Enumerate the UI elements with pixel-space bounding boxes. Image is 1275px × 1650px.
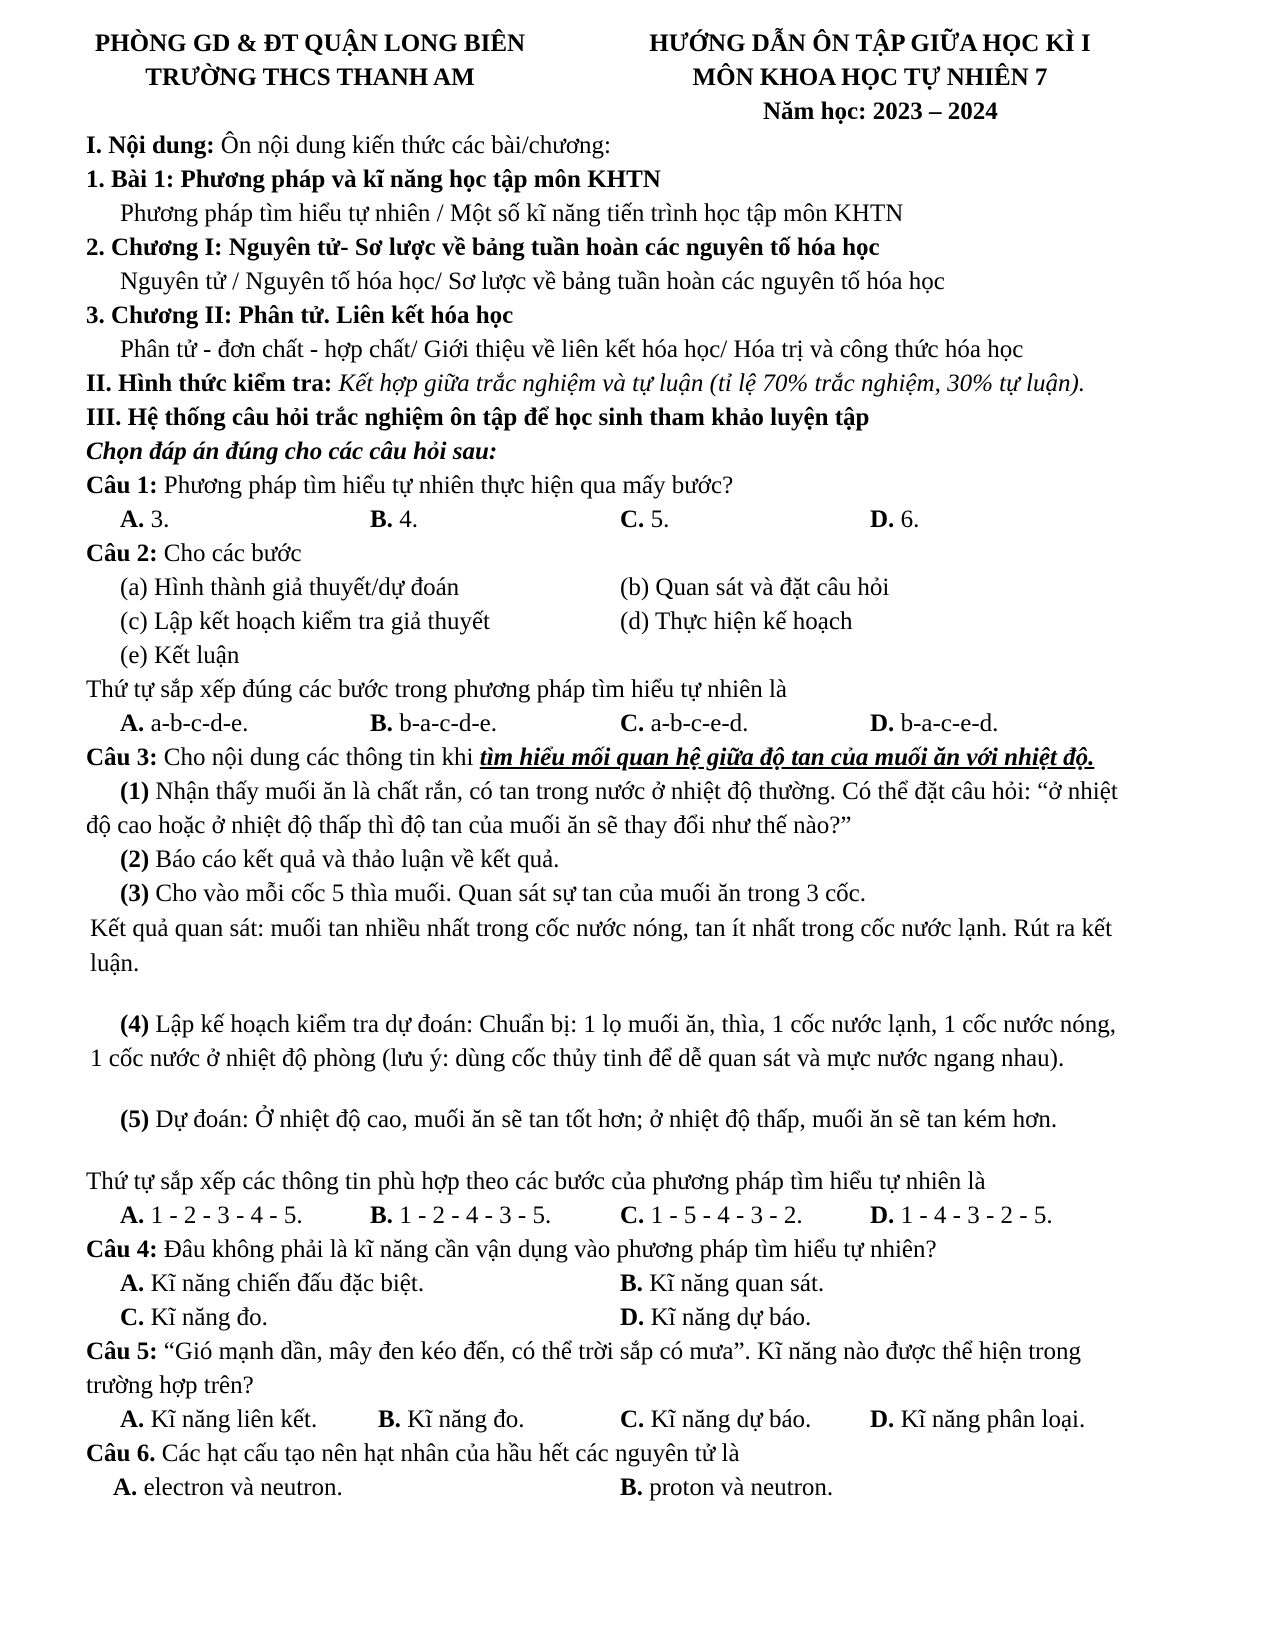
option-letter: B. xyxy=(370,506,393,533)
q3-info-2 xyxy=(120,845,559,875)
info-text: Cho vào mỗi cốc 5 thìa muối. Quan sát sự tan của muối ăn trong 3 cốc. xyxy=(149,880,867,907)
q5-option-a xyxy=(120,1405,317,1435)
q2-option-c xyxy=(620,709,748,739)
info-text: Dự đoán: Ở nhiệt độ cao, muối ăn sẽ tan tốt hơn; ở nhiệt độ thấp, muối ăn sẽ tan kém hơn. xyxy=(149,1106,1058,1133)
option-text: 6. xyxy=(894,506,920,533)
question-4-text: Đâu không phải là kĩ năng cần vận dụng vào phương pháp tìm hiểu tự nhiên? xyxy=(157,1236,937,1263)
section2-text: Kết hợp giữa trắc nghiệm và tự luận (tỉ lệ 70% trắc nghiệm, 30% tự luận). xyxy=(332,370,1086,397)
q2-option-d xyxy=(870,709,998,739)
section1-item3-title: 3. Chương II: Phân tử. Liên kết hóa học xyxy=(86,302,514,329)
option-text: Kĩ năng dự báo. xyxy=(644,1406,812,1433)
section1-item2-title: 2. Chương I: Nguyên tử- Sơ lược về bảng tuần hoàn các nguyên tố hóa học xyxy=(86,234,880,261)
option-letter: C. xyxy=(620,1202,645,1229)
option-text: a-b-c-d-e. xyxy=(144,710,249,737)
q1-option-c xyxy=(620,505,669,535)
q3-option-a xyxy=(120,1201,303,1231)
q3-prompt: Thứ tự sắp xếp các thông tin phù hợp theo các bước của phương pháp tìm hiểu tự nhiên là xyxy=(86,1168,986,1195)
section2-heading: II. Hình thức kiểm tra: xyxy=(86,370,333,397)
q3-info-1-line2: độ cao hoặc ở nhiệt độ thấp thì độ tan của muối ăn sẽ thay đổi như thế nào?” xyxy=(86,812,852,839)
question-1 xyxy=(86,471,733,501)
info-label: (5) xyxy=(120,1106,150,1133)
section1-heading: I. Nội dung: xyxy=(86,132,215,159)
option-text: 1 - 4 - 3 - 2 - 5. xyxy=(894,1202,1053,1229)
q1-option-d xyxy=(870,505,919,535)
option-letter: D. xyxy=(870,710,895,737)
question-3-label: Câu 3: xyxy=(86,744,158,771)
question-6-text: Các hạt cấu tạo nên hạt nhân của hầu hết các nguyên tử là xyxy=(155,1440,740,1467)
info-label: (1) xyxy=(120,778,150,805)
q3-option-d xyxy=(870,1201,1053,1231)
option-letter: B. xyxy=(378,1406,401,1433)
question-4-label: Câu 4: xyxy=(86,1236,158,1263)
option-letter: D. xyxy=(620,1304,645,1331)
q3-info-5 xyxy=(120,1105,1057,1135)
option-text: Kĩ năng phân loại. xyxy=(894,1406,1086,1433)
option-text: Kĩ năng đo. xyxy=(400,1406,525,1433)
question-6 xyxy=(86,1439,740,1469)
option-letter: D. xyxy=(870,506,895,533)
info-text: Lập kế hoạch kiểm tra dự đoán: Chuẩn bị: 1 lọ muối ăn, thìa, 1 cốc nước lạnh, 1 cốc nước nóng, xyxy=(149,1011,1117,1038)
question-5-line1 xyxy=(86,1337,1081,1367)
info-label: (3) xyxy=(120,880,150,907)
q4-option-a xyxy=(120,1269,424,1299)
option-text: 4. xyxy=(392,506,418,533)
option-letter: C. xyxy=(620,710,645,737)
section3-instruction: Chọn đáp án đúng cho các câu hỏi sau: xyxy=(86,438,498,465)
question-2 xyxy=(86,539,302,569)
section1-item1-title: 1. Bài 1: Phương pháp và kĩ năng học tập môn KHTN xyxy=(86,166,661,193)
q2-option-a xyxy=(120,709,248,739)
q5-option-d xyxy=(870,1405,1085,1435)
q2-step-a: (a) Hình thành giả thuyết/dự đoán xyxy=(120,574,460,601)
option-letter: C. xyxy=(620,506,645,533)
option-text: Kĩ năng quan sát. xyxy=(642,1270,825,1297)
question-2-label: Câu 2: xyxy=(86,540,158,567)
q2-step-e: (e) Kết luận xyxy=(120,642,240,669)
header-school: TRƯỜNG THCS THANH AM xyxy=(145,64,475,91)
header-subject: MÔN KHOA HỌC TỰ NHIÊN 7 xyxy=(692,64,1048,91)
section3-heading: III. Hệ thống câu hỏi trắc nghiệm ôn tập để học sinh tham khảo luyện tập xyxy=(86,404,870,431)
option-letter: A. xyxy=(113,1474,138,1501)
option-letter: B. xyxy=(620,1270,643,1297)
q1-option-b xyxy=(370,505,418,535)
section1-item3-detail: Phân tử - đơn chất - hợp chất/ Giới thiệu về liên kết hóa học/ Hóa trị và công thức hóa học xyxy=(120,336,1024,363)
option-text: 1 - 2 - 4 - 3 - 5. xyxy=(392,1202,552,1229)
section1-item2-detail: Nguyên tử / Nguyên tố hóa học/ Sơ lược về bảng tuần hoàn các nguyên tố hóa học xyxy=(120,268,945,295)
option-text: Kĩ năng liên kết. xyxy=(144,1406,318,1433)
question-1-text: Phương pháp tìm hiểu tự nhiên thực hiện qua mấy bước? xyxy=(157,472,734,499)
question-3-text: Cho nội dung các thông tin khi xyxy=(157,744,480,771)
question-6-label: Câu 6. xyxy=(86,1440,156,1467)
q3-info-3-result-line1: Kết quả quan sát: muối tan nhiều nhất trong cốc nước nóng, tan ít nhất trong cốc nước lạnh. Rút ra kết xyxy=(90,915,1113,942)
q3-option-c xyxy=(620,1201,803,1231)
option-letter: B. xyxy=(370,1202,393,1229)
section2-line xyxy=(86,369,1085,399)
q2-step-d: (d) Thực hiện kế hoạch xyxy=(620,608,853,635)
question-1-label: Câu 1: xyxy=(86,472,158,499)
option-text: 1 - 2 - 3 - 4 - 5. xyxy=(144,1202,303,1229)
q4-option-c xyxy=(120,1303,268,1333)
option-letter: A. xyxy=(120,710,145,737)
info-label: (2) xyxy=(120,846,150,873)
question-5-label: Câu 5: xyxy=(86,1338,158,1365)
info-label: (4) xyxy=(120,1011,150,1038)
option-text: proton và neutron. xyxy=(642,1474,834,1501)
q3-info-4-line2: 1 cốc nước ở nhiệt độ phòng (lưu ý: dùng cốc thủy tinh để dễ quan sát và mực nước ngang nhau). xyxy=(90,1045,1065,1072)
option-text: Kĩ năng chiến đấu đặc biệt. xyxy=(144,1270,425,1297)
q4-option-b xyxy=(620,1269,824,1299)
option-letter: B. xyxy=(620,1474,643,1501)
option-letter: A. xyxy=(120,1406,145,1433)
q3-info-3-result-line2: luận. xyxy=(90,950,140,977)
section1-item1-detail: Phương pháp tìm hiểu tự nhiên / Một số kĩ năng tiến trình học tập môn KHTN xyxy=(120,200,904,227)
option-text: a-b-c-e-d. xyxy=(644,710,749,737)
header-title: HƯỚNG DẪN ÔN TẬP GIỮA HỌC KÌ I xyxy=(649,30,1091,57)
option-text: 3. xyxy=(144,506,170,533)
q1-option-a xyxy=(120,505,169,535)
option-letter: D. xyxy=(870,1202,895,1229)
option-letter: A. xyxy=(120,1202,145,1229)
option-text: 1 - 5 - 4 - 3 - 2. xyxy=(644,1202,803,1229)
header-department: PHÒNG GD & ĐT QUẬN LONG BIÊN xyxy=(94,30,526,57)
q6-option-b xyxy=(620,1473,833,1503)
q5-option-c xyxy=(620,1405,811,1435)
q2-step-b: (b) Quan sát và đặt câu hỏi xyxy=(620,574,890,601)
header-school-year: Năm học: 2023 – 2024 xyxy=(763,98,998,125)
section1-line xyxy=(86,131,611,161)
q5-option-b xyxy=(378,1405,525,1435)
q2-prompt: Thứ tự sắp xếp đúng các bước trong phương pháp tìm hiểu tự nhiên là xyxy=(86,676,787,703)
q2-step-c: (c) Lập kết hoạch kiểm tra giả thuyết xyxy=(120,608,490,635)
q6-option-a xyxy=(113,1473,343,1503)
option-letter: A. xyxy=(120,506,145,533)
q4-option-d xyxy=(620,1303,811,1333)
option-letter: A. xyxy=(120,1270,145,1297)
option-letter: D. xyxy=(870,1406,895,1433)
q2-option-b xyxy=(370,709,497,739)
q3-info-4-line1 xyxy=(120,1010,1116,1040)
info-text: Nhận thấy muối ăn là chất rắn, có tan trong nước ở nhiệt độ thường. Có thể đặt câu hỏi: “ở nhiệt xyxy=(149,778,1118,805)
option-letter: C. xyxy=(620,1406,645,1433)
q3-info-3 xyxy=(120,879,866,909)
question-2-text: Cho các bước xyxy=(157,540,302,567)
q3-option-b xyxy=(370,1201,551,1231)
option-text: b-a-c-d-e. xyxy=(392,710,498,737)
q3-info-1-line1 xyxy=(120,777,1118,807)
question-3 xyxy=(86,743,1094,773)
option-text: Kĩ năng dự báo. xyxy=(644,1304,812,1331)
option-text: 5. xyxy=(644,506,670,533)
info-text: Báo cáo kết quả và thảo luận về kết quả. xyxy=(149,846,560,873)
question-5-line2: trường hợp trên? xyxy=(86,1372,254,1399)
question-4 xyxy=(86,1235,937,1265)
section1-text: Ôn nội dung kiến thức các bài/chương: xyxy=(214,132,611,159)
option-letter: B. xyxy=(370,710,393,737)
option-letter: C. xyxy=(120,1304,145,1331)
option-text: Kĩ năng đo. xyxy=(144,1304,268,1331)
question-3-topic: tìm hiểu mối quan hệ giữa độ tan của muối ăn với nhiệt độ. xyxy=(479,744,1095,771)
question-5-text: “Gió mạnh dần, mây đen kéo đến, có thể trời sắp có mưa”. Kĩ năng nào được thể hiện trong xyxy=(157,1338,1081,1365)
option-text: b-a-c-e-d. xyxy=(894,710,999,737)
option-text: electron và neutron. xyxy=(137,1474,343,1501)
